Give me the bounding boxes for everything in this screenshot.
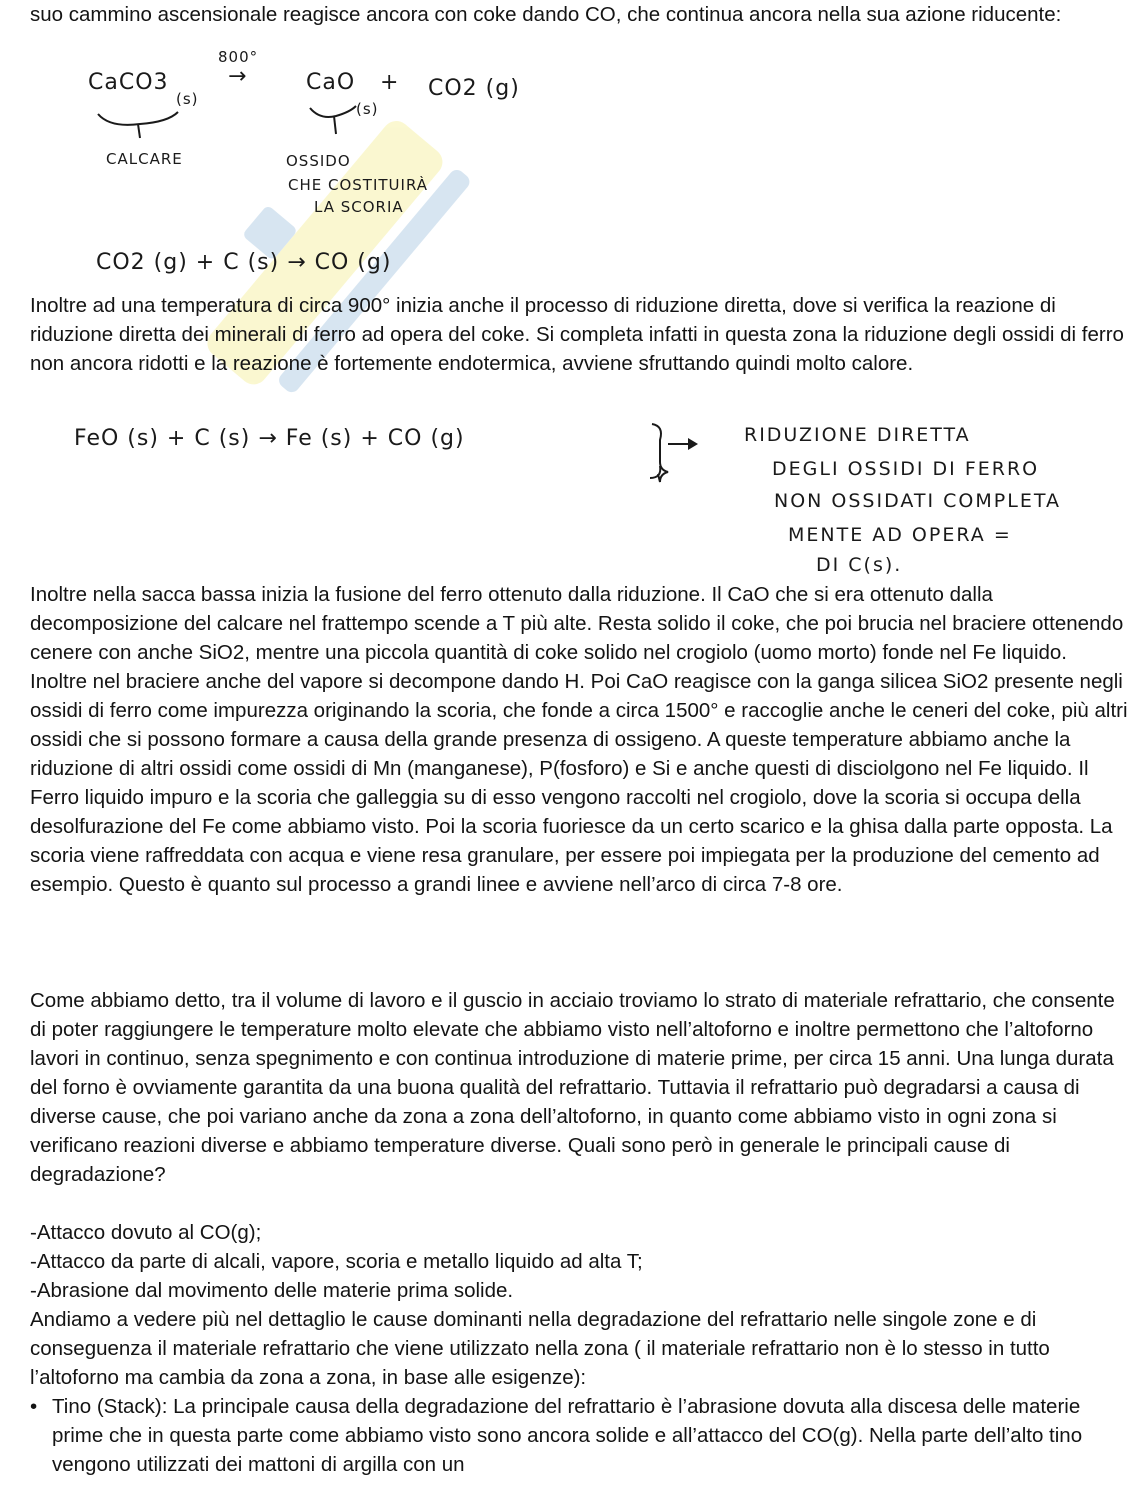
paragraph-zones: Andiamo a vedere più nel dettaglio le cause dominanti nella degradazione del refrattario nelle singole zone e di conseguenza il materiale refrattario che viene utilizzato nella zona ( il materiale refrattario non è lo stesso in tutto l’altoforno ma cambia da zona a zona, in base alle esigenze): xyxy=(30,1308,1050,1389)
reaction1-arrow: → xyxy=(228,64,248,89)
cause-item-abrasion: -Abrasione dal movimento delle materie prima solide. xyxy=(30,1279,514,1302)
cause-item-co: -Attacco dovuto al CO(g); xyxy=(30,1221,262,1244)
reaction1-reactant-state: (s) xyxy=(176,90,199,108)
note-line4: MENTE AD OPERA = xyxy=(788,524,1012,546)
paragraph-melting-process: Inoltre nella sacca bassa inizia la fusione del ferro ottenuto dalla riduzione. Il CaO che si era ottenuto dalla decomposizione del calcare nel frattempo scende a T più alte. Resta solido il coke, che poi brucia nel braciere ottenendo cenere con anche SiO2, mentre una piccola quantità di coke solido nel crogiolo (uomo morto) fonde nel Fe liquido. Inoltre nel braciere anche del vapore si decompone dando H. Poi CaO reagisce con la ganga silicea SiO2 presente negli ossidi di ferro come impurezza originando la scoria, che fonde a circa 1500° e raccoglie anche le ceneri del coke, più altri ossidi che si possono formare a causa della grande presenza di ossigeno. A queste temperature abbiamo anche la riduzione di altri ossidi come ossidi di Mn (manganese), P(fosforo) e Si e anche questi di disciolgono nel Fe liquido. Il Ferro liquido impuro e la scoria che galleggia su di esso vengono raccolti nel crogiolo, dove la scoria si occupa della desolfurazione del Fe come abbiamo visto. Poi la scoria fuoriesce da un certo scarico e la ghisa dalla parte opposta. La scoria viene raffreddata con acqua e viene resa granulare, per essere poi impiegata per la produzione del cemento ad esempio. Questo è quanto sul processo a grandi linee e avviene nell’arco di circa 7-8 ore. xyxy=(30,583,1128,896)
reaction1-product1: CaO xyxy=(306,70,356,95)
label-ossido-line3: LA SCORIA xyxy=(314,198,404,216)
reaction1-plus: + xyxy=(380,70,400,95)
label-calcare: CALCARE xyxy=(106,150,183,168)
cause-item-alkali: -Attacco da parte di alcali, vapore, scoria e metallo liquido ad alta T; xyxy=(30,1250,643,1273)
note-line1: RIDUZIONE DIRETTA xyxy=(744,424,971,446)
note-line5: DI C(s). xyxy=(816,554,903,576)
reaction1-product1-state: (s) xyxy=(356,100,379,118)
note-line3: NON OSSIDATI COMPLETA xyxy=(774,490,1061,512)
label-ossido-line1: OSSIDO xyxy=(286,152,351,170)
bullet-icon: • xyxy=(30,1395,38,1418)
reaction1-reactant: CaCO3 xyxy=(88,70,169,95)
list-item-tino-text: Tino (Stack): La principale causa della degradazione del refrattario è l’abrasione dovuta alla discesa delle materie prime che in questa parte come abbiamo visto sono ancora solide e all’attacco del CO(g). Nella parte dell’alto tino vengono utilizzati dei mattoni di argilla con un xyxy=(52,1395,1083,1476)
top-paragraph: suo cammino ascensionale reagisce ancora con coke dando CO, che continua ancora nella sua azione riducente: xyxy=(30,3,1062,26)
paragraph-direct-reduction: Inoltre ad una temperatura di circa 900° inizia anche il processo di riduzione diretta, dove si verifica la reazione di riduzione diretta dei minerali di ferro ad opera del coke. Si completa infatti in questa zona la riduzione degli ossidi di ferro non ancora ridotti e la reazione è fortemente endotermica, avviene sfruttando quindi molto calore. xyxy=(30,294,1124,375)
note-line2: DEGLI OSSIDI DI FERRO xyxy=(772,458,1040,480)
paragraph-refractory: Come abbiamo detto, tra il volume di lavoro e il guscio in acciaio troviamo lo strato di materiale refrattario, che consente di poter raggiungere le temperature molto elevate che abbiamo visto nell’altoforno e inoltre permettono che l’altoforno lavori in continuo, senza spegnimento e con continua introduzione di materie prime, per circa 15 anni. Una lunga durata del forno è ovviamente garantita da una buona qualità del refrattario. Tuttavia il refrattario può degradarsi a causa di diverse cause, che poi variano anche da zona a zona dell’altoforno, in quanto come abbiamo visto in ogni zona si verificano reazioni diverse e abbiamo temperature diverse. Quali sono però in generale le principali cause di degradazione? xyxy=(30,989,1115,1186)
reaction1-product2: CO2 (g) xyxy=(428,76,520,101)
reaction1-condition: 800° xyxy=(218,48,259,66)
reaction3: FeO (s) + C (s) → Fe (s) + CO (g) xyxy=(74,426,465,451)
label-ossido-line2: CHE COSTITUIRÀ xyxy=(288,176,429,194)
reaction2: CO2 (g) + C (s) → CO (g) xyxy=(96,250,392,275)
